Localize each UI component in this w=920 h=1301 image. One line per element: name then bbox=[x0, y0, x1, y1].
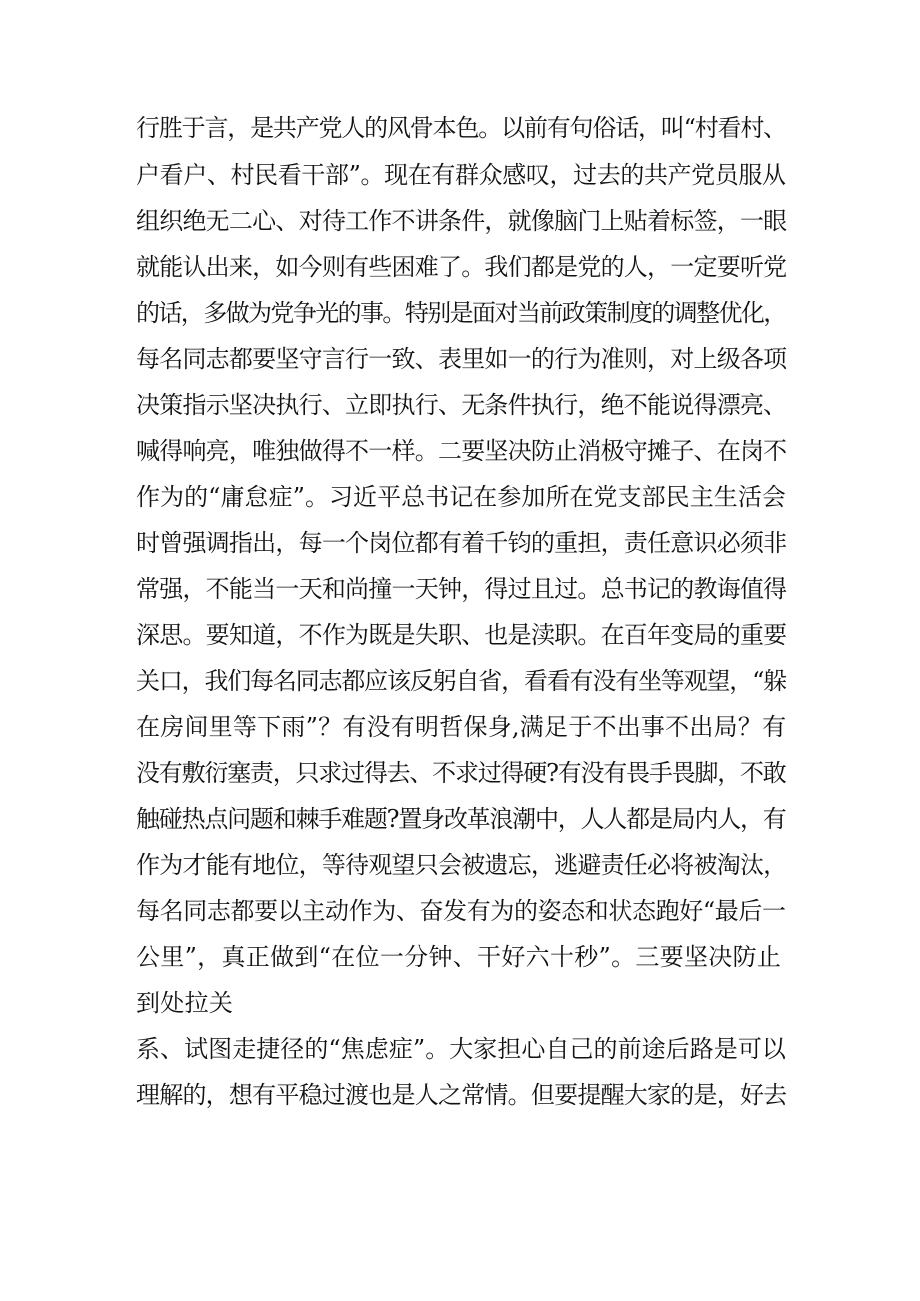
paragraph-line: 喊得响亮，唯独做得不一样。二要坚决防止消极守摊子、在岗不 bbox=[136, 437, 787, 465]
paragraph-line: 公里”，真正做到“在位一分钟、干好六十秒”。三要坚决防止 bbox=[136, 943, 782, 971]
paragraph-line: 作为才能有地位，等待观望只会被遗忘，逃避责任必将被淘汰， bbox=[136, 851, 787, 879]
paragraph-line: 每名同志都要坚守言行一致、表里如一的行为准则，对上级各项 bbox=[136, 345, 787, 373]
paragraph-line: 户看户、村民看干部”。现在有群众感叹，过去的共产党员服从 bbox=[136, 161, 786, 189]
paragraph-line: 行胜于言，是共产党人的风骨本色。以前有句俗话，叫“村看村、 bbox=[136, 114, 786, 142]
paragraph-line: 理解的，想有平稳过渡也是人之常情。但要提醒大家的是，好去 bbox=[136, 1081, 787, 1109]
paragraph-line: 触碰热点问题和棘手难题?置身改革浪潮中，人人都是局内人，有 bbox=[136, 805, 786, 833]
paragraph-line: 系、试图走捷径的“焦虑症”。大家担心自己的前途后路是可以 bbox=[136, 1035, 786, 1063]
paragraph-line: 就能认出来，如今则有些困难了。我们都是党的人，一定要听党 bbox=[136, 253, 787, 281]
paragraph-line: 深思。要知道，不作为既是失职、也是渎职。在百年变局的重要 bbox=[136, 621, 787, 649]
paragraph-line: 决策指示坚决执行、立即执行、无条件执行，绝不能说得漂亮、 bbox=[136, 391, 787, 419]
paragraph-line: 常强，不能当一天和尚撞一天钟，得过且过。总书记的教诲值得 bbox=[136, 575, 787, 603]
paragraph-line: 组织绝无二心、对待工作不讲条件，就像脑门上贴着标签，一眼 bbox=[136, 207, 787, 235]
paragraph-line: 时曾强调指出，每一个岗位都有着千钧的重担，责任意识必须非 bbox=[136, 529, 787, 557]
paragraph-line: 关口，我们每名同志都应该反躬自省，看看有没有坐等观望，“躲 bbox=[136, 667, 786, 695]
paragraph-line: 到处拉关 bbox=[136, 989, 234, 1017]
paragraph-line: 没有敷衍塞责，只求过得去、不求过得硬?有没有畏手畏脚，不敢 bbox=[136, 759, 786, 787]
paragraph-line: 在房间里等下雨”？有没有明哲保身,满足于不出事不出局？有 bbox=[136, 713, 787, 741]
paragraph-line: 作为的“庸怠症”。习近平总书记在参加所在党支部民主生活会 bbox=[136, 483, 786, 511]
paragraph-line: 每名同志都要以主动作为、奋发有为的姿态和状态跑好“最后一 bbox=[136, 897, 786, 925]
paragraph-line: 的话，多做为党争光的事。特别是面对当前政策制度的调整优化， bbox=[136, 299, 786, 327]
